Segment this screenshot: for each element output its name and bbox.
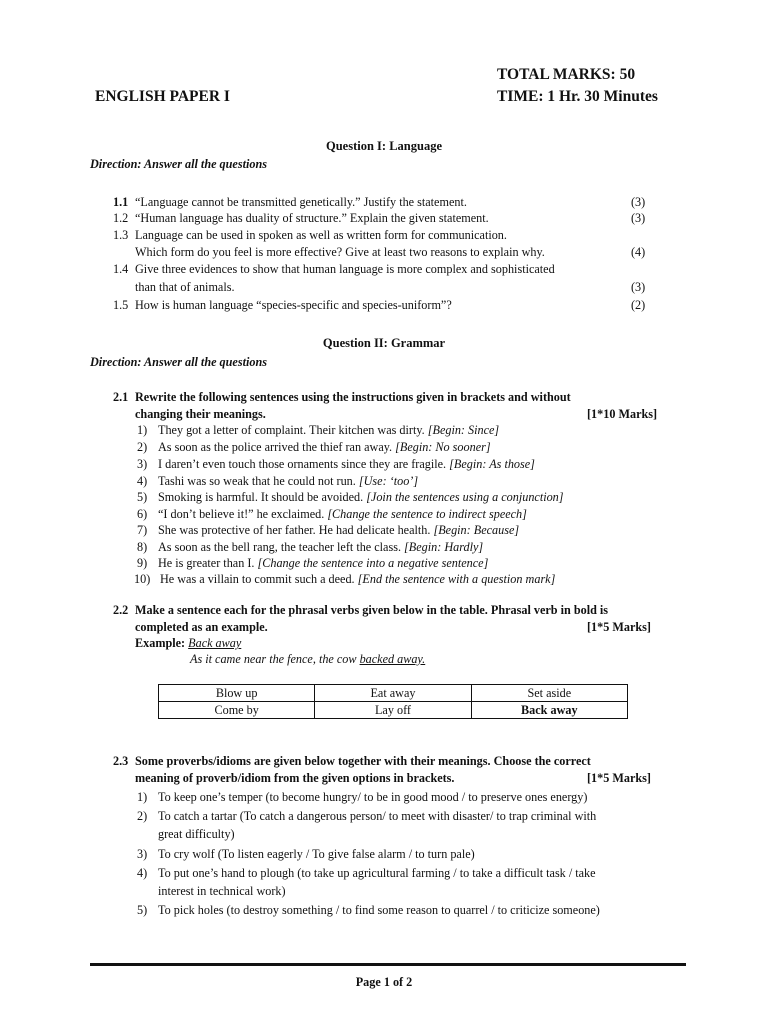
sentence-text: I daren’t even touch those ornaments since they are fragile.: [158, 457, 447, 471]
table-cell: Eat away: [315, 685, 471, 702]
sentence-instruction: [Begin: No sooner]: [395, 440, 491, 454]
list-item-cont: great difficulty): [158, 827, 235, 841]
list-item-number: 7): [137, 523, 148, 537]
sentence-instruction: [Change the sentence into a negative sentence]: [257, 556, 489, 570]
list-item-number: 8): [137, 540, 148, 554]
q1-item-marks: (4): [631, 245, 646, 259]
sentence-text: As soon as the bell rang, the teacher left the class.: [158, 540, 401, 554]
q1-item-text: How is human language “species-specific and species-uniform”?: [135, 298, 452, 312]
s21-marks: [1*10 Marks]: [587, 407, 658, 421]
list-item-number: 10): [134, 572, 151, 586]
s22-example: [135, 636, 241, 651]
sentence-text: Tashi was so weak that he could not run.: [158, 474, 356, 488]
s22-marks: [1*5 Marks]: [587, 620, 651, 634]
list-item-number: 4): [137, 866, 148, 880]
list-item: To keep one’s temper (to become hungry/ to be in good mood / to preserve ones energy): [158, 790, 588, 804]
page-number: Page 1 of 2: [355, 975, 413, 989]
s21-instruction-cont: changing their meanings.: [135, 407, 266, 421]
example-sentence: [190, 652, 425, 667]
q1-item-text: Give three evidences to show that human language is more complex and sophisticated: [135, 262, 555, 276]
list-item-number: 1): [137, 790, 148, 804]
example-sentence-verb: backed away.: [359, 652, 426, 666]
s23-num: 2.3: [113, 754, 129, 768]
list-item-number: 4): [137, 474, 148, 488]
list-item: [158, 474, 418, 489]
sentence-instruction: [Join the sentences using a conjunction]: [366, 490, 564, 504]
sentence-text: As soon as the police arrived the thief ran away.: [158, 440, 393, 454]
q1-item-num: 1.3: [113, 228, 129, 242]
list-item-number: 3): [137, 457, 148, 471]
sentence-text: Smoking is harmful. It should be avoided.: [158, 490, 364, 504]
q1-item-num: 1.5: [113, 298, 129, 312]
list-item: [158, 440, 491, 455]
sentence-instruction: [Begin: Hardly]: [404, 540, 484, 554]
q1-item-num: 1.4: [113, 262, 129, 276]
list-item: [158, 540, 483, 555]
table-cell: Lay off: [315, 702, 471, 719]
sentence-text: She was protective of her father. He had delicate health.: [158, 523, 431, 537]
s23-instruction-cont: meaning of proverb/idiom from the given options in brackets.: [135, 771, 455, 785]
s23-marks: [1*5 Marks]: [587, 771, 651, 785]
q1-item-text-cont: than that of animals.: [135, 280, 235, 294]
s22-num: 2.2: [113, 603, 129, 617]
list-item: [158, 490, 564, 505]
s23-instruction: Some proverbs/idioms are given below together with their meanings. Choose the correct: [135, 754, 591, 768]
list-item-number: 5): [137, 490, 148, 504]
q1-item-text: “Language cannot be transmitted genetically.” Justify the statement.: [135, 195, 467, 209]
s22-instruction: Make a sentence each for the phrasal verbs given below in the table. Phrasal verb in bold is: [135, 603, 609, 617]
list-item-number: 9): [137, 556, 148, 570]
sentence-instruction: [Change the sentence to indirect speech]: [327, 507, 527, 521]
table-row: [159, 685, 628, 702]
paper-title: ENGLISH PAPER I: [95, 88, 230, 105]
list-item: To catch a tartar (To catch a dangerous person/ to meet with disaster/ to trap criminal with: [158, 809, 597, 823]
sentence-text: He was a villain to commit such a deed.: [160, 572, 355, 586]
q1-item-text: Language can be used in spoken as well as written form for communication.: [135, 228, 507, 242]
s21-instruction: Rewrite the following sentences using the instructions given in brackets and without: [135, 390, 571, 404]
table-cell: Set aside: [471, 685, 627, 702]
exam-time: TIME: 1 Hr. 30 Minutes: [497, 88, 658, 105]
list-item: [158, 507, 527, 522]
q1-item-marks: (3): [631, 195, 646, 209]
example-sentence-text: As it came near the fence, the cow: [190, 652, 360, 666]
q1-title: Question I: Language: [326, 139, 442, 153]
list-item: [158, 423, 499, 438]
table-cell: Blow up: [159, 685, 315, 702]
list-item: [158, 523, 519, 538]
table-row: [159, 702, 628, 719]
q1-item-num: 1.2: [113, 211, 129, 225]
total-marks: TOTAL MARKS: 50: [497, 66, 636, 83]
list-item-number: 6): [137, 507, 148, 521]
list-item: [158, 457, 535, 472]
q1-item-text: “Human language has duality of structure.” Explain the given statement.: [135, 211, 489, 225]
s22-instruction-cont: completed as an example.: [135, 620, 268, 634]
list-item-number: 3): [137, 847, 148, 861]
list-item: To put one’s hand to plough (to take up agricultural farming / to take a difficult task / take: [158, 866, 596, 880]
list-item-number: 2): [137, 809, 148, 823]
q2-direction: Direction: Answer all the questions: [90, 355, 267, 369]
q1-item-num: 1.1: [113, 195, 129, 209]
sentence-instruction: [Begin: Because]: [433, 523, 520, 537]
sentence-instruction: [Use: ‘too’]: [358, 474, 419, 488]
q1-item-marks: (3): [631, 211, 646, 225]
list-item-cont: interest in technical work): [158, 884, 286, 898]
q1-item-marks: (3): [631, 280, 646, 294]
list-item: [158, 556, 488, 571]
table-cell-example: Back away: [471, 702, 627, 719]
list-item-number: 1): [137, 423, 148, 437]
table-cell: Come by: [159, 702, 315, 719]
q1-direction: Direction: Answer all the questions: [90, 157, 267, 171]
sentence-text: He is greater than I.: [158, 556, 255, 570]
q1-item-marks: (2): [631, 298, 646, 312]
example-verb: Back away: [188, 636, 242, 650]
s21-num: 2.1: [113, 390, 129, 404]
q2-title: Question II: Grammar: [322, 336, 446, 350]
sentence-instruction: [Begin: Since]: [427, 423, 500, 437]
sentence-text: They got a letter of complaint. Their kitchen was dirty.: [158, 423, 425, 437]
list-item-number: 5): [137, 903, 148, 917]
list-item-number: 2): [137, 440, 148, 454]
q1-item-text-cont: Which form do you feel is more effective? Give at least two reasons to explain why.: [135, 245, 545, 259]
list-item: [160, 572, 555, 587]
list-item: To pick holes (to destroy something / to find some reason to quarrel / to criticize someone): [158, 903, 600, 917]
sentence-text: “I don’t believe it!” he exclaimed.: [158, 507, 325, 521]
phrasal-verb-table: [158, 684, 628, 719]
sentence-instruction: [Begin: As those]: [449, 457, 535, 471]
footer-rule: [90, 963, 686, 966]
example-label: Example:: [135, 636, 186, 650]
list-item: To cry wolf (To listen eagerly / To give false alarm / to turn pale): [158, 847, 475, 861]
sentence-instruction: [End the sentence with a question mark]: [357, 572, 556, 586]
